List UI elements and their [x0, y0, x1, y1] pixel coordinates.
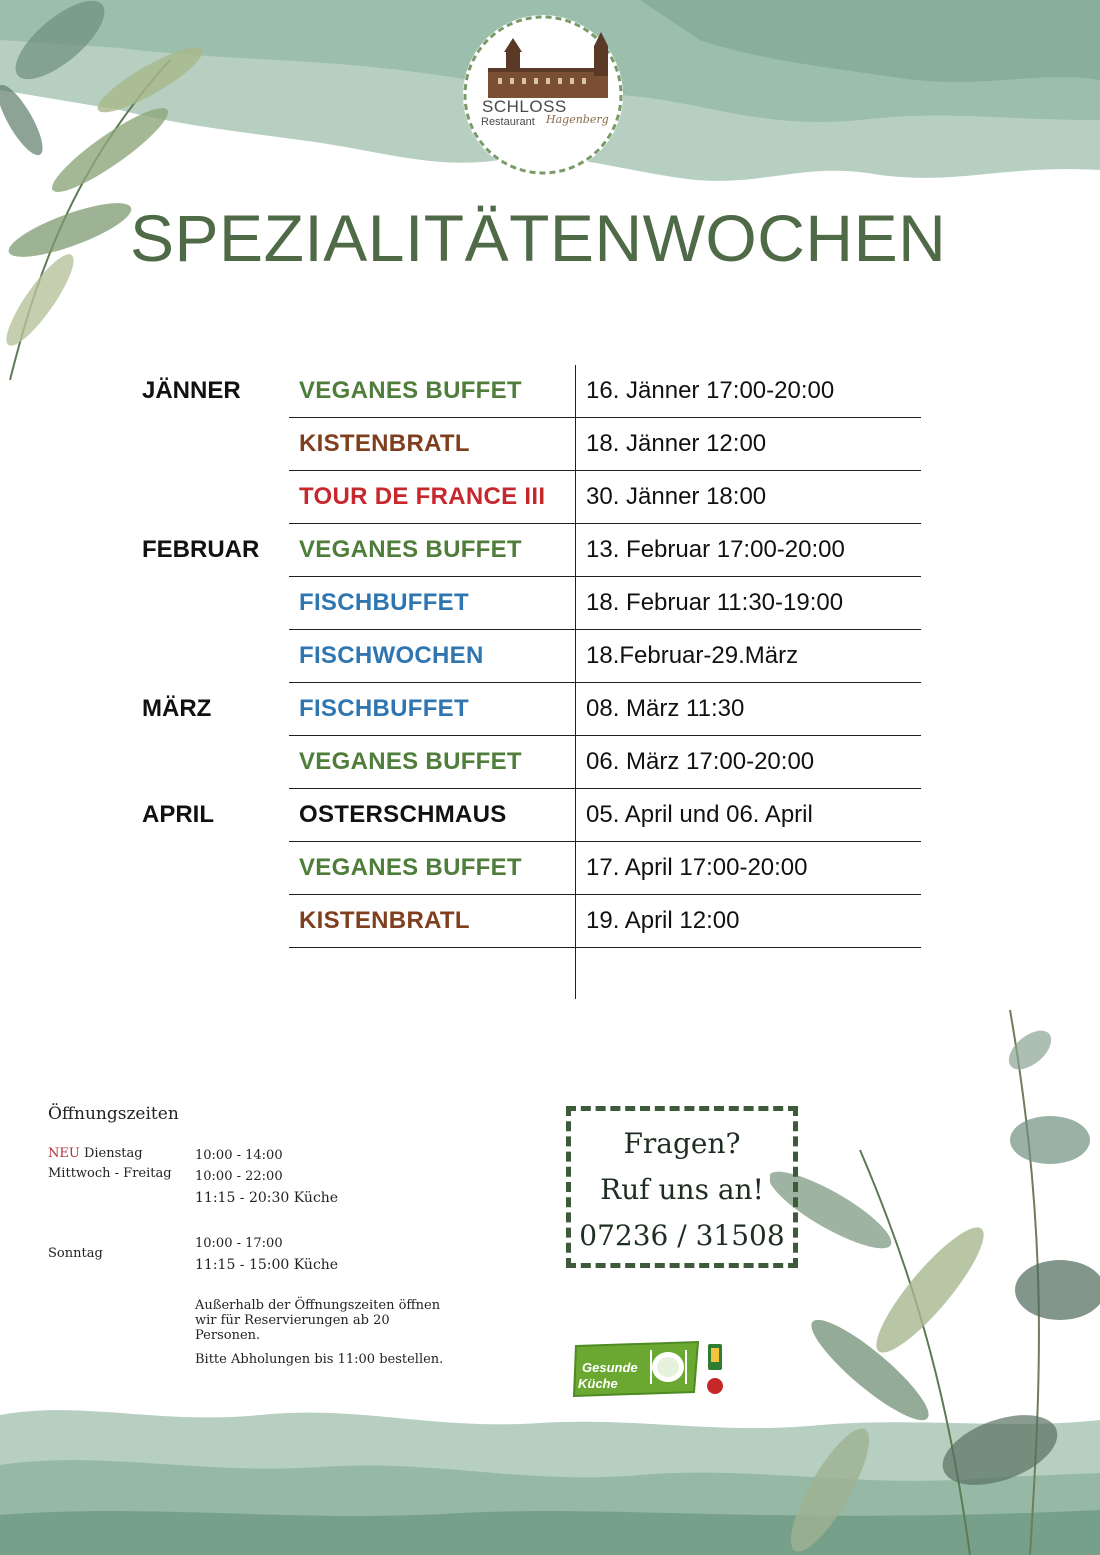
month-label: FEBRUAR: [142, 536, 260, 563]
contact-call-to-action: Ruf uns an!: [600, 1173, 764, 1206]
event-date: 18. Februar 11:30-19:00: [586, 589, 844, 616]
month-label: MÄRZ: [142, 695, 212, 722]
contact-phone-number[interactable]: 07236 / 31508: [579, 1219, 785, 1252]
event-name: TOUR DE FRANCE III: [299, 483, 546, 510]
hours-label-sunday: Sonntag: [48, 1246, 103, 1261]
table-row: [140, 418, 930, 471]
table-row: [140, 630, 930, 683]
opening-hours-title: Öffnungszeiten: [48, 1104, 179, 1124]
hours-time-sunday: 10:00 - 17:00: [195, 1236, 283, 1251]
hours-label-tuesday: NEU Dienstag: [48, 1146, 143, 1161]
event-date: 17. April 17:00-20:00: [586, 854, 808, 881]
event-date: 30. Jänner 18:00: [586, 483, 767, 510]
event-name: VEGANES BUFFET: [299, 377, 522, 404]
month-label: APRIL: [142, 801, 214, 828]
badge-label-line2: Küche: [578, 1376, 618, 1391]
event-name: VEGANES BUFFET: [299, 854, 522, 881]
contact-box: [566, 1106, 798, 1268]
reservation-note: Außerhalb der Öffnungszeiten öffnen wir für Reservierungen ab 20 Personen.: [195, 1298, 441, 1343]
event-name: FISCHBUFFET: [299, 695, 469, 722]
event-date: 19. April 12:00: [586, 907, 740, 934]
logo-location: Hagenberg: [546, 113, 609, 126]
table-row: [140, 842, 930, 895]
table-row: [140, 895, 930, 948]
logo-subtitle: Restaurant: [481, 116, 535, 128]
event-name: VEGANES BUFFET: [299, 536, 522, 563]
hours-time-tuesday: 10:00 - 14:00: [195, 1148, 283, 1163]
event-date: 13. Februar 17:00-20:00: [586, 536, 845, 563]
hours-kitchen-sunday: 11:15 - 15:00 Küche: [195, 1257, 339, 1273]
event-date: 06. März 17:00-20:00: [586, 748, 815, 775]
event-date: 18.Februar-29.März: [586, 642, 799, 669]
hours-label-wed-fri: Mittwoch - Freitag: [48, 1166, 172, 1181]
event-name: VEGANES BUFFET: [299, 748, 522, 775]
table-row: [140, 577, 930, 630]
pickup-note: Bitte Abholungen bis 11:00 bestellen.: [195, 1352, 444, 1367]
event-name: FISCHWOCHEN: [299, 642, 484, 669]
event-date: 08. März 11:30: [586, 695, 745, 722]
month-label: JÄNNER: [142, 377, 241, 404]
table-row: [140, 789, 930, 842]
leaf-decoration-left: [0, 0, 260, 380]
event-name: OSTERSCHMAUS: [299, 801, 507, 828]
table-row: [140, 524, 930, 577]
new-badge: NEU: [48, 1146, 80, 1161]
table-row: [140, 736, 930, 789]
contact-question: Fragen?: [623, 1127, 741, 1160]
event-date: 18. Jänner 12:00: [586, 430, 767, 457]
event-name: FISCHBUFFET: [299, 589, 469, 616]
event-name: KISTENBRATL: [299, 907, 470, 934]
event-date: 05. April und 06. April: [586, 801, 813, 828]
table-row: [140, 365, 930, 418]
table-row: [140, 471, 930, 524]
row-divider: [289, 947, 921, 948]
leaf-decoration-right: [770, 990, 1100, 1555]
event-date: 16. Jänner 17:00-20:00: [586, 377, 835, 404]
table-row: [140, 683, 930, 736]
page-title: SPEZIALITÄTENWOCHEN: [130, 201, 947, 275]
badge-label-line1: Gesunde: [582, 1360, 638, 1375]
hours-kitchen-wed-fri: 11:15 - 20:30 Küche: [195, 1190, 339, 1206]
restaurant-logo: [458, 10, 628, 180]
logo-name: SCHLOSS: [482, 97, 567, 116]
event-name: KISTENBRATL: [299, 430, 470, 457]
hours-time-wed-fri: 10:00 - 22:00: [195, 1169, 283, 1184]
